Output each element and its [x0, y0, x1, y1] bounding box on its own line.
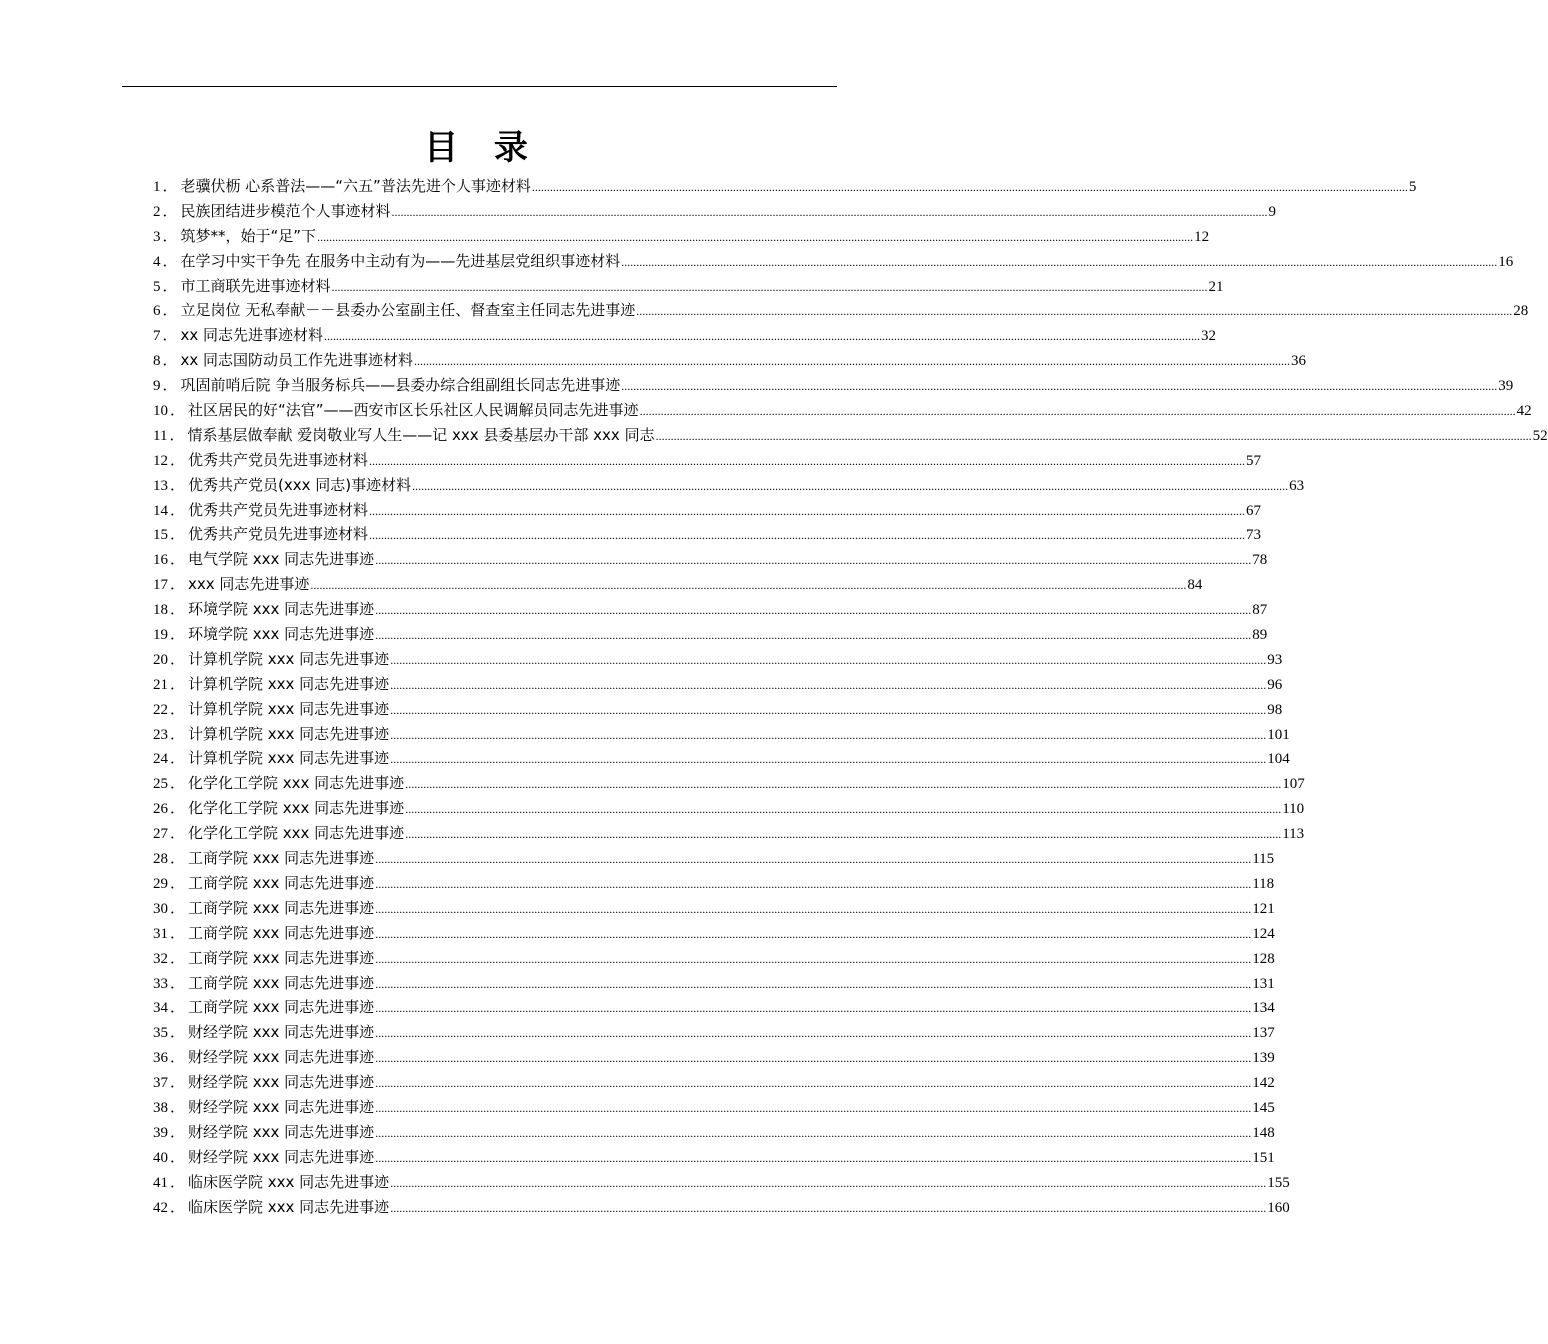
toc-leader-dots	[375, 996, 1251, 1021]
toc-entry-page: 131	[1252, 975, 1275, 992]
toc-entry-number: 13	[153, 477, 168, 494]
toc-entry-number: 16	[153, 552, 168, 569]
toc-entry-number: 22	[153, 701, 168, 718]
toc-entry-title: 优秀共产党员先进事迹材料	[188, 500, 369, 519]
toc-entry-page: 101	[1267, 726, 1290, 743]
toc-entry[interactable]	[153, 274, 1224, 299]
toc-entry-page: 142	[1252, 1075, 1275, 1092]
toc-leader-dots	[375, 1121, 1251, 1146]
toc-entry-separator: ．	[170, 873, 186, 892]
toc-entry-number: 39	[153, 1124, 168, 1141]
toc-entry-number: 17	[153, 577, 168, 594]
toc-entry-title: 化学化工学院 xxx 同志先进事迹	[188, 824, 405, 843]
toc-leader-dots	[332, 275, 1208, 300]
toc-entry-title: 电气学院 xxx 同志先进事迹	[188, 550, 375, 569]
toc-entry-number: 15	[153, 527, 168, 544]
toc-entry-title: 财经学院 xxx 同志先进事迹	[188, 1048, 375, 1067]
toc-entry-separator: ．	[170, 550, 186, 569]
toc-entry-page: 139	[1252, 1050, 1275, 1067]
toc-entry-separator: ．	[162, 251, 178, 270]
toc-entry-page: 93	[1267, 651, 1283, 668]
toc-entry[interactable]	[153, 771, 1305, 796]
toc-entry-page: 115	[1252, 851, 1275, 868]
toc-leader-dots	[369, 449, 1245, 474]
toc-entry[interactable]	[153, 473, 1305, 498]
toc-entry-title: 工商学院 xxx 同志先进事迹	[188, 873, 375, 892]
toc-entry-number: 32	[153, 950, 168, 967]
toc-entry-separator: ．	[170, 525, 186, 544]
toc-entry-separator: ．	[170, 575, 186, 594]
toc-leader-dots	[656, 424, 1532, 449]
toc-entry[interactable]	[153, 323, 1217, 348]
toc-entry[interactable]	[153, 448, 1262, 473]
toc-entry-separator: ．	[162, 376, 178, 395]
toc-entry-number: 35	[153, 1025, 168, 1042]
toc-entry-separator: ．	[170, 674, 186, 693]
toc-entry-separator: ．	[170, 724, 186, 743]
toc-entry[interactable]	[153, 224, 1210, 249]
header-rule	[122, 86, 837, 87]
toc-entry[interactable]	[153, 1195, 1290, 1220]
toc-leader-dots	[532, 175, 1408, 200]
toc-entry-separator: ．	[170, 600, 186, 619]
toc-entry-page: 5	[1408, 179, 1417, 195]
toc-leader-dots	[375, 548, 1251, 573]
toc-entry-title: xx 同志先进事迹材料	[180, 326, 324, 345]
toc-leader-dots	[375, 972, 1251, 997]
toc-entry-title: 计算机学院 xxx 同志先进事迹	[188, 699, 390, 718]
toc-entry[interactable]	[153, 547, 1268, 572]
toc-entry[interactable]	[153, 796, 1305, 821]
toc-entry-number: 2	[153, 203, 161, 220]
toc-entry[interactable]	[153, 722, 1290, 747]
toc-entry-title: 财经学院 xxx 同志先进事迹	[188, 1023, 375, 1042]
toc-entry-page: 128	[1252, 950, 1275, 967]
toc-leader-dots	[390, 648, 1266, 673]
toc-entry-title: 工商学院 xxx 同志先进事迹	[188, 948, 375, 967]
toc-leader-dots	[640, 399, 1516, 424]
toc-entry-number: 7	[153, 328, 161, 345]
toc-leader-dots	[375, 1146, 1251, 1171]
toc-leader-dots	[324, 324, 1200, 349]
toc-entry-number: 36	[153, 1050, 168, 1067]
toc-entry-title: 化学化工学院 xxx 同志先进事迹	[188, 774, 405, 793]
toc-leader-dots	[375, 1021, 1251, 1046]
toc-entry-title: 环境学院 xxx 同志先进事迹	[188, 600, 375, 619]
toc-entry-title: 临床医学院 xxx 同志先进事迹	[188, 1172, 390, 1191]
toc-entry-title: 计算机学院 xxx 同志先进事迹	[188, 649, 390, 668]
toc-entry-title: 情系基层做奉献 爱岗敬业写人生——记 xxx 县委基层办干部 xxx 同志	[187, 425, 655, 444]
toc-entry-separator: ．	[170, 898, 186, 917]
toc-leader-dots	[414, 349, 1290, 374]
toc-entry-page: 67	[1246, 502, 1262, 519]
toc-leader-dots	[621, 374, 1497, 399]
toc-entry-number: 19	[153, 627, 168, 644]
toc-entry[interactable]	[153, 672, 1283, 697]
toc-entry-title: xxx 同志先进事迹	[188, 575, 310, 594]
toc-entry-number: 37	[153, 1075, 168, 1092]
toc-entry[interactable]	[153, 871, 1275, 896]
toc-leader-dots	[375, 1046, 1251, 1071]
toc-entry-separator: ．	[162, 201, 178, 220]
toc-entry-page: 137	[1252, 1025, 1275, 1042]
toc-entry-page: 110	[1282, 801, 1305, 818]
toc-leader-dots	[390, 1171, 1266, 1196]
toc-leader-dots	[390, 1196, 1266, 1221]
toc-entry-number: 27	[153, 826, 168, 843]
toc-leader-dots	[375, 897, 1251, 922]
toc-entry-page: 42	[1516, 403, 1532, 420]
toc-entry[interactable]	[153, 174, 1417, 199]
toc-leader-dots	[405, 822, 1281, 847]
toc-entry[interactable]	[153, 199, 1277, 224]
toc-entry-separator: ．	[162, 301, 178, 320]
toc-leader-dots	[369, 499, 1245, 524]
toc-entry-number: 31	[153, 925, 168, 942]
toc-entry-page: 78	[1252, 552, 1268, 569]
toc-entry-number: 21	[153, 676, 168, 693]
toc-entry-separator: ．	[170, 1147, 186, 1166]
toc-entry[interactable]	[153, 298, 1529, 323]
toc-entry-title: 计算机学院 xxx 同志先进事迹	[188, 724, 390, 743]
toc-entry-title: 化学化工学院 xxx 同志先进事迹	[188, 799, 405, 818]
toc-entry-number: 29	[153, 875, 168, 892]
toc-entry-separator: ．	[162, 326, 178, 345]
toc-entry-page: 151	[1252, 1149, 1275, 1166]
toc-entry-page: 89	[1252, 627, 1268, 644]
toc-entry-separator: ．	[170, 923, 186, 942]
toc-entry[interactable]	[153, 1120, 1275, 1145]
toc-entry-number: 42	[153, 1199, 168, 1216]
toc-entry-title: 社区居民的好“法官”——西安市区长乐社区人民调解员同志先进事迹	[188, 401, 639, 420]
toc-entry-number: 30	[153, 900, 168, 917]
toc-entry-separator: ．	[170, 799, 186, 818]
toc-entry-number: 12	[153, 452, 168, 469]
toc-entry[interactable]	[153, 522, 1262, 547]
toc-entry-separator: ．	[170, 401, 186, 420]
toc-entry-page: 57	[1246, 452, 1262, 469]
toc-entry-number: 1	[153, 179, 161, 195]
toc-entry-title: 工商学院 xxx 同志先进事迹	[188, 898, 375, 917]
toc-entry[interactable]	[153, 622, 1268, 647]
toc-entry[interactable]	[153, 348, 1307, 373]
toc-entry-title: 在学习中实干争先 在服务中主动有为——先进基层党组织事迹材料	[180, 251, 621, 270]
toc-entry-separator: ．	[162, 177, 178, 195]
toc-entry-page: 16	[1498, 253, 1514, 270]
toc-entry-number: 18	[153, 602, 168, 619]
toc-entry[interactable]	[153, 647, 1283, 672]
toc-entry-page: 32	[1201, 328, 1217, 345]
toc-entry-page: 113	[1282, 826, 1305, 843]
toc-entry-page: 145	[1252, 1099, 1275, 1116]
toc-entry-number: 23	[153, 726, 168, 743]
toc-entry-page: 73	[1246, 527, 1262, 544]
page-title: 目 录	[424, 128, 540, 168]
toc-entry-page: 148	[1252, 1124, 1275, 1141]
toc-entry-number: 11	[153, 427, 168, 444]
toc-entry-separator: ．	[162, 226, 178, 245]
toc-leader-dots	[390, 747, 1266, 772]
toc-leader-dots	[412, 474, 1288, 499]
toc-leader-dots	[375, 922, 1251, 947]
toc-entry[interactable]	[153, 423, 1548, 448]
toc-entry-separator: ．	[170, 450, 186, 469]
toc-leader-dots	[392, 200, 1268, 225]
toc-leader-dots	[405, 797, 1281, 822]
toc-entry-title: 财经学院 xxx 同志先进事迹	[188, 1147, 375, 1166]
toc-entry-title: 优秀共产党员先进事迹材料	[188, 525, 369, 544]
toc-entry[interactable]	[153, 846, 1275, 871]
toc-entry-separator: ．	[170, 649, 186, 668]
toc-entry-page: 104	[1267, 751, 1290, 768]
toc-entry-page: 121	[1252, 900, 1275, 917]
toc-entry-number: 20	[153, 651, 168, 668]
toc-entry-page: 52	[1532, 427, 1548, 444]
toc-leader-dots	[390, 673, 1266, 698]
toc-entry[interactable]	[153, 921, 1275, 946]
toc-entry-separator: ．	[170, 1172, 186, 1191]
toc-entry-number: 14	[153, 502, 168, 519]
toc-entry-title: 工商学院 xxx 同志先进事迹	[188, 973, 375, 992]
toc-leader-dots	[390, 723, 1266, 748]
toc-leader-dots	[369, 523, 1245, 548]
toc-entry-separator: ．	[162, 351, 178, 370]
toc-entry-title: 财经学院 xxx 同志先进事迹	[188, 1122, 375, 1141]
toc-entry-number: 9	[153, 378, 161, 395]
toc-leader-dots	[375, 872, 1251, 897]
toc-entry-page: 84	[1187, 577, 1203, 594]
toc-entry-page: 87	[1252, 602, 1268, 619]
toc-entry-separator: ．	[170, 1023, 186, 1042]
toc-entry-page: 155	[1267, 1174, 1290, 1191]
toc-entry[interactable]	[153, 597, 1268, 622]
toc-entry[interactable]	[153, 896, 1275, 921]
toc-entry-number: 40	[153, 1149, 168, 1166]
toc-entry-separator: ．	[170, 500, 186, 519]
toc-leader-dots	[405, 772, 1281, 797]
toc-leader-dots	[317, 225, 1193, 250]
toc-entry-title: 优秀共产党员(xxx 同志)事迹材料	[188, 475, 412, 494]
toc-entry-title: 立足岗位 无私奉献－－县委办公室副主任、督查室主任同志先进事迹	[180, 301, 636, 320]
toc-entry[interactable]	[153, 1020, 1275, 1045]
toc-entry[interactable]	[153, 946, 1275, 971]
toc-entry[interactable]	[153, 373, 1514, 398]
toc-entry-separator: ．	[170, 774, 186, 793]
toc-entry-title: xx 同志国防动员工作先进事迹材料	[180, 351, 414, 370]
toc-leader-dots	[375, 847, 1251, 872]
toc-entry-separator: ．	[170, 1073, 186, 1092]
toc-entry-title: 筑梦**，始于“足”下	[180, 226, 317, 245]
toc-entry[interactable]	[153, 498, 1262, 523]
toc-entry-title: 老骥伏枥 心系普法——“六五”普法先进个人事迹材料	[180, 177, 531, 195]
toc-entry-title: 民族团结进步模范个人事迹材料	[180, 201, 391, 220]
toc-entry-page: 9	[1268, 203, 1277, 220]
toc-leader-dots	[636, 299, 1512, 324]
toc-entry-page: 21	[1208, 278, 1224, 295]
toc-entry-title: 计算机学院 xxx 同志先进事迹	[188, 749, 390, 768]
toc-leader-dots	[621, 250, 1497, 275]
toc-entry-title: 临床医学院 xxx 同志先进事迹	[188, 1197, 390, 1216]
toc-entry-number: 38	[153, 1099, 168, 1116]
toc-entry-number: 6	[153, 303, 161, 320]
toc-entry-separator: ．	[170, 699, 186, 718]
toc-entry-page: 124	[1252, 925, 1275, 942]
toc-entry-page: 28	[1513, 303, 1529, 320]
table-of-contents	[153, 174, 1548, 1219]
toc-entry[interactable]	[153, 572, 1203, 597]
toc-entry-page: 107	[1282, 776, 1305, 793]
toc-entry[interactable]	[153, 821, 1305, 846]
toc-entry-separator: ．	[170, 1122, 186, 1141]
toc-entry-separator: ．	[169, 425, 185, 444]
toc-entry-page: 36	[1291, 353, 1307, 370]
toc-entry-page: 63	[1289, 477, 1305, 494]
toc-entry-title: 工商学院 xxx 同志先进事迹	[188, 849, 375, 868]
toc-entry-title: 工商学院 xxx 同志先进事迹	[188, 923, 375, 942]
toc-entry-page: 134	[1252, 1000, 1275, 1017]
toc-entry-page: 118	[1252, 875, 1275, 892]
toc-entry-separator: ．	[170, 824, 186, 843]
toc-entry[interactable]	[153, 249, 1514, 274]
toc-entry-title: 工商学院 xxx 同志先进事迹	[188, 998, 375, 1017]
toc-entry-separator: ．	[170, 749, 186, 768]
toc-entry[interactable]	[153, 971, 1275, 996]
toc-entry-separator: ．	[162, 276, 178, 295]
toc-leader-dots	[375, 623, 1251, 648]
toc-entry-number: 41	[153, 1174, 168, 1191]
toc-leader-dots	[375, 1096, 1251, 1121]
toc-entry-title: 环境学院 xxx 同志先进事迹	[188, 625, 375, 644]
toc-entry-title: 计算机学院 xxx 同志先进事迹	[188, 674, 390, 693]
toc-entry-number: 34	[153, 1000, 168, 1017]
toc-entry-separator: ．	[170, 948, 186, 967]
toc-entry-title: 优秀共产党员先进事迹材料	[188, 450, 369, 469]
toc-entry[interactable]	[153, 1095, 1275, 1120]
toc-entry-page: 39	[1498, 378, 1514, 395]
toc-leader-dots	[375, 1071, 1251, 1096]
toc-entry-title: 财经学院 xxx 同志先进事迹	[188, 1073, 375, 1092]
toc-entry[interactable]	[153, 697, 1283, 722]
toc-leader-dots	[375, 947, 1251, 972]
toc-entry-separator: ．	[170, 973, 186, 992]
toc-entry-separator: ．	[170, 625, 186, 644]
toc-entry-page: 98	[1267, 701, 1283, 718]
toc-entry-number: 4	[153, 253, 161, 270]
toc-entry-number: 24	[153, 751, 168, 768]
toc-leader-dots	[390, 698, 1266, 723]
toc-entry-separator: ．	[170, 1048, 186, 1067]
toc-entry-title: 财经学院 xxx 同志先进事迹	[188, 1097, 375, 1116]
toc-entry-number: 33	[153, 975, 168, 992]
toc-entry-number: 8	[153, 353, 161, 370]
toc-entry-separator: ．	[170, 1097, 186, 1116]
toc-entry-separator: ．	[170, 1197, 186, 1216]
toc-entry-page: 160	[1267, 1199, 1290, 1216]
toc-entry[interactable]	[153, 995, 1275, 1020]
toc-entry-separator: ．	[170, 475, 186, 494]
toc-entry-number: 5	[153, 278, 161, 295]
toc-entry-page: 96	[1267, 676, 1283, 693]
toc-entry-number: 28	[153, 851, 168, 868]
toc-entry[interactable]	[153, 1145, 1275, 1170]
toc-leader-dots	[375, 598, 1251, 623]
toc-entry-separator: ．	[170, 849, 186, 868]
toc-entry[interactable]	[153, 746, 1290, 771]
toc-entry-title: 巩固前哨后院 争当服务标兵——县委办综合组副组长同志先进事迹	[180, 376, 621, 395]
toc-leader-dots	[310, 573, 1186, 598]
toc-entry-title: 市工商联先进事迹材料	[180, 276, 331, 295]
toc-entry[interactable]	[153, 1045, 1275, 1070]
toc-entry-number: 25	[153, 776, 168, 793]
toc-entry-number: 3	[153, 228, 161, 245]
toc-entry-number: 10	[153, 403, 168, 420]
toc-entry[interactable]	[153, 1170, 1290, 1195]
toc-entry-page: 12	[1194, 228, 1210, 245]
toc-entry-separator: ．	[170, 998, 186, 1017]
toc-entry[interactable]	[153, 1070, 1275, 1095]
toc-entry[interactable]	[153, 398, 1532, 423]
toc-entry-number: 26	[153, 801, 168, 818]
